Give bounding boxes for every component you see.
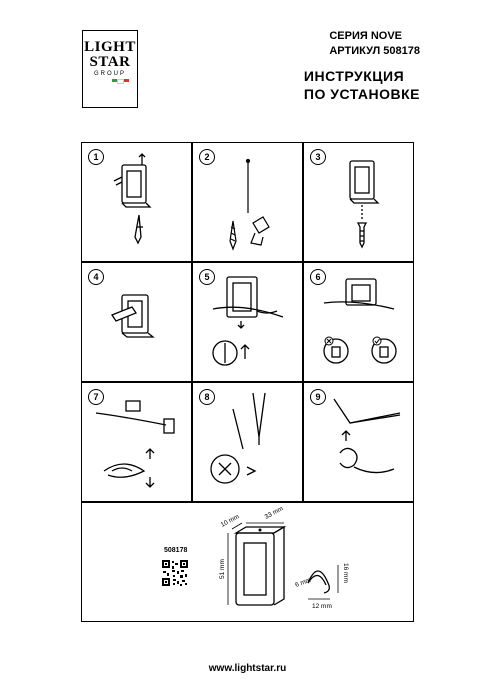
article-number: 508178 (164, 547, 188, 554)
header-series-block (329, 29, 420, 59)
step-2-panel (192, 142, 303, 262)
step-number: 2 (199, 149, 215, 165)
title-line1: ИНСТРУКЦИЯ (303, 68, 405, 84)
step-6-illustration (304, 263, 415, 383)
step-number: 5 (199, 269, 215, 285)
step-2-illustration (193, 143, 304, 263)
step-4-panel (81, 262, 192, 382)
instruction-grid (81, 142, 414, 502)
step-9-panel (303, 382, 414, 502)
step-3-panel (303, 142, 414, 262)
step-1-illustration (82, 143, 193, 263)
dim-depth-label: 10 mm (219, 513, 241, 529)
step-number: 4 (88, 269, 104, 285)
step-number: 7 (88, 389, 104, 405)
step-7-illustration (82, 383, 193, 503)
logo-line2: STAR (89, 54, 131, 70)
dimensions-drawing (82, 503, 415, 623)
dim-height-label: 51 mm (219, 559, 226, 579)
step-8-panel (192, 382, 303, 502)
step-6-panel (303, 262, 414, 382)
dim-width-label: 33 mm (263, 505, 285, 521)
step-1-panel (81, 142, 192, 262)
page-title (304, 67, 420, 103)
step-number: 9 (310, 389, 326, 405)
series-label: СЕРИЯ NOVE (329, 30, 403, 42)
logo-line3: GROUP (93, 71, 126, 77)
step-9-illustration (304, 383, 415, 503)
clip-width-label: 12 mm (312, 603, 332, 610)
lightstar-logo (82, 30, 138, 108)
clip-depth-label: 6 mm (294, 576, 312, 589)
step-8-illustration (193, 383, 304, 503)
step-number: 3 (310, 149, 326, 165)
step-number: 6 (310, 269, 326, 285)
step-number: 8 (199, 389, 215, 405)
step-5-panel (192, 262, 303, 382)
step-7-panel (81, 382, 192, 502)
clip-height-label: 16 mm (342, 563, 349, 583)
website-link[interactable]: www.lightstar.ru (208, 663, 287, 674)
step-3-illustration (304, 143, 415, 263)
step-4-illustration (82, 263, 193, 383)
italian-flag-icon (83, 79, 129, 84)
title-line2: ПО УСТАНОВКЕ (303, 86, 420, 102)
specifications-panel (81, 502, 414, 622)
step-5-illustration (193, 263, 304, 383)
logo-line1: LIGHT (84, 39, 136, 55)
step-number: 1 (88, 149, 104, 165)
article-label: АРТИКУЛ 508178 (329, 45, 420, 57)
